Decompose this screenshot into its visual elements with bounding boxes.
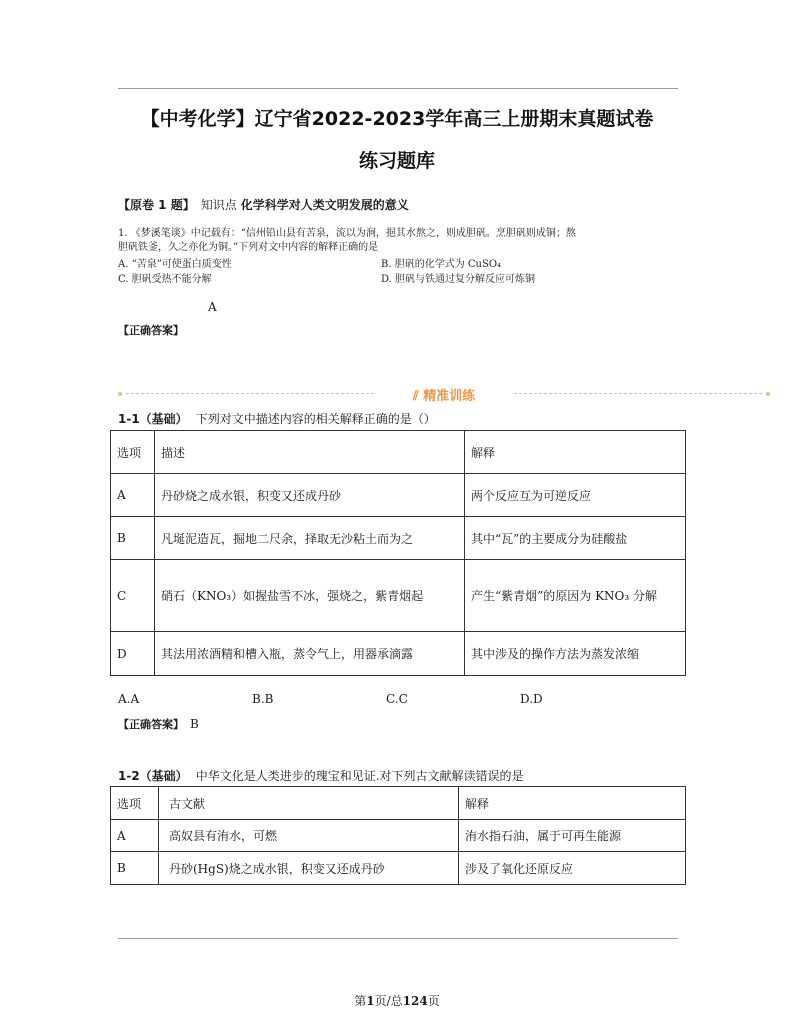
q1-answer-label: 【正确答案】 <box>118 718 184 731</box>
table-cell: 高奴县有洧水，可燃 <box>159 820 459 852</box>
original-option-c: C. 胆矾受热不能分解 <box>118 274 212 285</box>
table-cell: 其中“瓦”的主要成分为硅酸盐 <box>465 517 686 560</box>
table-cell: 其法用浓酒精和槽入瓶，蒸令气上，用器承滴露 <box>155 632 465 676</box>
table-cell: C <box>111 560 155 632</box>
table-header-row <box>111 431 686 474</box>
q1-stem: 下列对文中描述内容的相关解释正确的是（） <box>195 412 436 426</box>
original-question-header <box>118 196 409 213</box>
table-cell: 选项 <box>111 787 159 820</box>
banner-slash-icon: ⫽ <box>412 389 424 404</box>
table-row <box>111 560 686 632</box>
q1-number: 1-1（基础） <box>118 412 188 426</box>
table-cell: 洧水指石油，属于可再生能源 <box>459 820 686 852</box>
table-cell: 硝石（KNO₃）如握盐雪不冰，强烧之，紫青烟起 <box>155 560 465 632</box>
q2-stem: 中华文化是人类进步的瑰宝和见证.对下列古文献解读错误的是 <box>195 769 524 783</box>
table-cell: A <box>111 474 155 517</box>
page-subtitle: 练习题库 <box>358 150 435 172</box>
table-row <box>111 820 686 852</box>
q1-choice-d: D.D <box>520 692 543 706</box>
original-answer-value: A <box>208 300 217 314</box>
table-cell: 涉及了氧化还原反应 <box>459 852 686 885</box>
knowledge-point-label: 知识点 <box>200 198 237 212</box>
table-row <box>111 474 686 517</box>
table-cell: 描述 <box>155 431 465 474</box>
page-number: 第1页/总124页 <box>354 994 440 1008</box>
q2-number: 1-2（基础） <box>118 769 188 783</box>
banner-line-right <box>514 393 762 394</box>
q1-answer-value: B <box>190 717 199 731</box>
table-row <box>111 632 686 676</box>
banner-label: ⫽ 精准训练 <box>412 389 476 404</box>
q1-answer <box>118 716 199 732</box>
table-header-row <box>111 787 686 820</box>
footer-rule <box>118 938 678 939</box>
q2-table <box>110 786 686 885</box>
table-cell: 两个反应互为可逆反应 <box>465 474 686 517</box>
training-banner <box>118 384 770 404</box>
header-rule <box>118 88 678 89</box>
original-answer-label: 【正确答案】 <box>118 324 184 337</box>
q2-header <box>118 767 524 784</box>
table-row <box>111 517 686 560</box>
original-label: 【原卷 1 题】 <box>118 198 195 212</box>
banner-dot-right <box>766 392 770 396</box>
table-cell: 选项 <box>111 431 155 474</box>
table-cell: 产生“紫青烟”的原因为 KNO₃ 分解 <box>465 560 686 632</box>
table-cell: D <box>111 632 155 676</box>
original-option-b: B. 胆矾的化学式为 CuSO₄ <box>381 259 502 270</box>
table-cell: 凡埏泥造瓦，掘地二尺余，择取无沙粘土而为之 <box>155 517 465 560</box>
knowledge-point-topic: 化学科学对人类文明发展的意义 <box>240 198 409 212</box>
table-cell: 古文献 <box>159 787 459 820</box>
page-title: 【中考化学】辽宁省2022-2023学年高三上册期末真题试卷 <box>140 108 654 130</box>
table-cell: B <box>111 852 159 885</box>
table-cell: B <box>111 517 155 560</box>
original-option-d: D. 胆矾与铁通过复分解反应可炼铜 <box>381 274 536 285</box>
original-stem-line1: 1. 《梦溪笔谈》中记载有：“信州铅山县有苦泉，流以为涧，挹其水熬之，则成胆矾。烹胆矾则成铜；熬 <box>118 228 576 239</box>
q1-choice-b: B.B <box>252 692 274 706</box>
q1-header <box>118 410 436 427</box>
table-cell: 丹砂(HgS)烧之成水银，积变又还成丹砂 <box>159 852 459 885</box>
original-stem-line2: 胆矾铁釜，久之亦化为铜。”下列对文中内容的解释正确的是 <box>118 242 379 253</box>
table-cell: A <box>111 820 159 852</box>
q1-choice-c: C.C <box>386 692 408 706</box>
q1-table <box>110 430 686 676</box>
table-cell: 解释 <box>465 431 686 474</box>
table-cell: 其中涉及的操作方法为蒸发浓缩 <box>465 632 686 676</box>
table-cell: 丹砂烧之成水银，积变又还成丹砂 <box>155 474 465 517</box>
table-row <box>111 852 686 885</box>
table-cell: 解释 <box>459 787 686 820</box>
q1-choice-a: A.A <box>118 692 140 706</box>
original-option-a: A. “苦泉”可使蛋白质变性 <box>118 259 232 270</box>
